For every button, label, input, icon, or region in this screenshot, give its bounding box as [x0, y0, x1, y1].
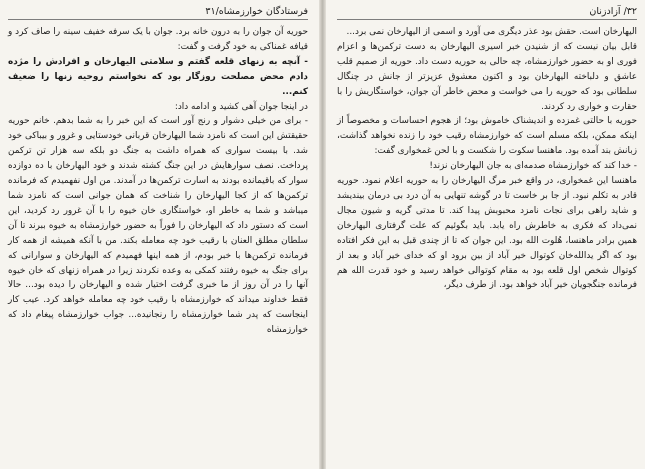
paragraph: حوریه آن جوان را به درون خانه برد. جوان با یک سرفه خفیف سینه را صاف کرد و قیافه غمناکی به خود گرفت و گفت: [8, 27, 308, 52]
paragraph: - آنچه به زنهای قلعه گفتم و سلامتی الیهارخان و افرادش را مژده دادم محض مصلحت روزگار بود که نخواستم روحیه زنها را ضعیف کنم... [8, 56, 308, 97]
paragraph: حوریه با حالتی غمزده و اندیشناک خاموش بود؛ از هجوم احساسات و مخصوصاً از اینکه ممکن، بلکه مسلم است که خوارزمشاه رقیب خود را زنده نخواهد گذاشت، زبانش بند آمده بود. ماهنسا سکوت را شکست و با لحن غمخواری گفت: [337, 116, 637, 157]
paragraph: - خدا کند که خوارزمشاه صدمه‌ای به جان الیهارخان نزند! [429, 161, 637, 172]
right-page-body [337, 25, 637, 293]
paragraph: ماهنسا این غمخواری، در واقع خبر مرگ الیهارخان را به حوریه اعلام نمود. حوریه قادر به تکلم نبود. از جا بر خاست تا در گوشه تنهایی به آن درد بی درمان بیندیشد و شاید راهی برای نجات نامزد محبوبش پیدا کند. تا مدتی گریه و شیون مجال نمی‌داد که فکری به خاطرش راه یابد. باید بگوئیم که علت گرفتاری الیهارخان همین برادر ماهنسا، هُلوت الله بود. این جوان که تا از چندی قبل به این فکر افتاده بود که اگر یدالله‌خان کوتوال خیر آباد از بین برود او که خدای خیر آباد و بعد از کوتوال شخص اول قلعه بود به مقام کوتوالی خواهد رسید و خود قدرت الله هم فرمانده جنگجویان خیر آباد خواهد بود. از طرف دیگر، [337, 176, 637, 291]
right-page [323, 0, 645, 469]
left-page-body [8, 25, 308, 338]
left-page [0, 0, 322, 469]
paragraph: قابل بیان نیست که از شنیدن خبر اسیری الیهارخان به دست ترکمن‌ها و اعزام فوری او به حضور خوارزمشاه، چه حالی به حوریه دست داد. حوریه از صمیم قلب عاشق و دلباخته الیهارخان بود و اکنون معشوق عزیزتر از جانش در چنگال سلطانی بود که حوریه را می خواست و محض خاطر آن جوان، خواستگاریش را با حقارت و خواری رد کردند. [337, 41, 637, 112]
right-page-header: ۳۲/ آزادزنان [337, 5, 637, 20]
paragraph: - برای من خیلی دشوار و رنج آور است که این خبر را به شما بدهم. خانم حوریه حقیقتش این است که نامزد شما الیهارخان قربانی خودستایی و غرور و بیباکی خود شد. با بیست سواری که همراه داشت به جنگ دو بلکه سه هزار تن ترکمن پرداخت. نصف سوارهایش در این جنگ کشته شدند و خود الیهارخان با ده دوازده سوار که باقیمانده بودند به اسارت ترکمن‌ها در آمدند. من اول نفهمیدم که فرمانده ترکمن‌ها که از کجا الیهارخان را شناخت که همان جوانی است که نامزد شما میباشد و شما به خاطر او، خواستگاری خان خیوه را با آن غرور رد کردید، این است که دستور داد که الیهارخان را فوراً به حضور خوارزمشاه به خیوه ببرند تا آن سلطان مطلق العنان با رقیب خود چه معامله بکند. من با آنکه همیشه از همه کار فرمانده ترکمن‌ها با خبر بودم، از همه اینها فهمیدم که الیهارخان و سوارانی که برای جنگ به خیوه رفتند کمکی به وعده نکردند زیرا در همراه زنهای که خان خیوه آنها را در آن روز از ما خبری گرفت اختیار شده و الیهارخان را دیده بود... حالا فقط خداوند میداند که خوارزمشاه با رقیب خود چه معامله خواهد کرد. عیب کار اینجاست که پدر شما خوارزمشاه را رنجانیده... جواب خوارزمشاه پیغام داد که خوارزمشاه [8, 116, 308, 336]
paragraph: در اینجا جوان آهی کشید و ادامه داد: [174, 101, 308, 112]
paragraph: الیهارخان است. حقش بود عذر دیگری می آورد و اسمی از الیهارخان نمی برد... [346, 27, 637, 37]
left-page-header: فرستادگان خوارزمشاه/۳۱ [8, 5, 308, 20]
